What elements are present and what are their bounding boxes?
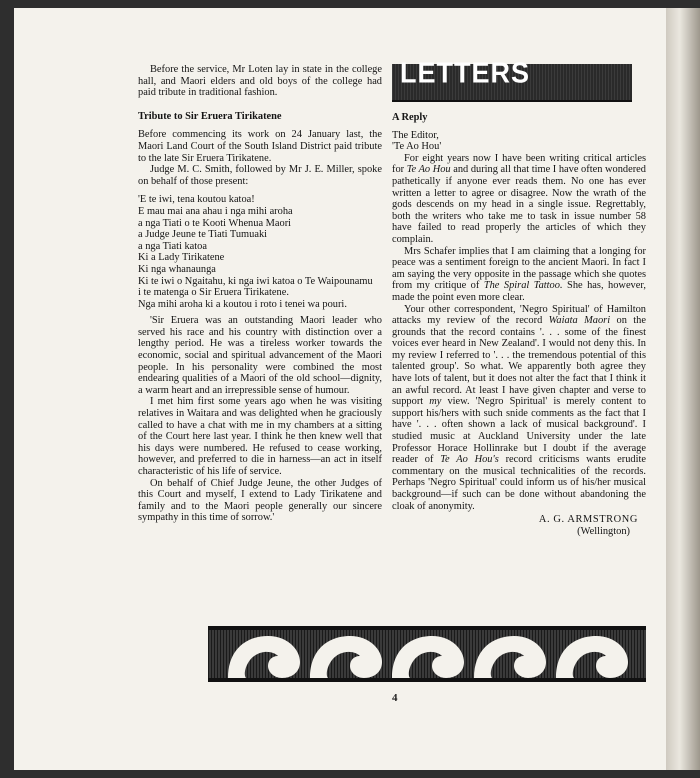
koru-ornament — [208, 626, 646, 682]
paragraph: Before commencing its work on 24 January last, the Maori Land Court of the South Island District paid tribute to the late Sir Eruera Tirikatene. — [138, 129, 382, 164]
address-line: a nga Tiati o te Kooti Whenua Maori — [138, 217, 292, 229]
left-column — [138, 64, 382, 524]
letters-banner — [392, 57, 632, 102]
page-edge — [666, 8, 700, 770]
paragraph: On behalf of Chief Judge Jeune, the other Judges of this Court and myself, I extend to Lady Tirikatene and family and to the Maori people generally our sincere sympathy in this time of sorrow.' — [138, 477, 382, 524]
letter-heading: A Reply — [392, 112, 428, 123]
address-line: Ki te iwi o Ngaitahu, ki nga iwi katoa o Te Waipounamu — [138, 275, 373, 287]
maori-address — [138, 194, 382, 310]
banner-title: LETTERS — [400, 57, 531, 89]
paragraph: Mrs Schafer implies that I am claiming that a longing for peace was a sentiment foreign to the ancient Maori. In fact I am saying the very opposite in the passage which she quotes from my critique of The Spiral Tattoo. She has, however, made the point even more clear. — [392, 245, 647, 303]
page-number: 4 — [392, 692, 398, 704]
address-line: i te matenga o Sir Eruera Tirikatene. — [138, 287, 289, 299]
paragraph: Your other correspondent, 'Negro Spiritual' of Hamilton attacks my review of the record Waiata Maori on the grounds that the record contains '. . . some of the finest voices ever heard in New Zealand'. I would not deny this. In my review I referred to '. . . the tremendous potential of this talented group'. So what. We apparently both agree they have lots of talent, but it does not alter the fact that I think it an awful record. At least I have given chapter and verse to support my view. 'Negro Spiritual' is merely content to support his/hers with such snide comments as the fact that I have '. . . often shown a lack of musical background'. I studied music at Auckland University under the late Professor Horace Hollinrake but I doubt if the average reader of Te Ao Hou's record criticisms wants erudite commentary on the musical technicalities of the records. Perhaps 'Negro Spiritual' could inform us of his/her musical background—if such can be done without abandoning the cloak of anonymity. — [392, 303, 647, 512]
signature: A. G. ARMSTRONG — [538, 514, 638, 526]
paragraph: I met him first some years ago when he was visiting relatives in Waitara and was delighted when he graciously called to have a chat with me in my chambers at a sitting of the Court here last year. I think he then knew well that his days were numbered. He refused to cease working, however, and preferred to die in harness—an act in itself characteristic of his life of service. — [138, 396, 382, 477]
address-line: a Judge Jeune te Tiati Tumuaki — [138, 229, 268, 241]
intro-paragraph: Before the service, Mr Loten lay in state in the college hall, and Maori elders and old boys of the college had paid tribute in traditional fashion. — [138, 64, 382, 99]
section-heading: Tribute to Sir Eruera Tirikatene — [138, 110, 282, 122]
paragraph: Judge M. C. Smith, followed by Mr J. E. Miller, spoke on behalf of those present: — [138, 164, 382, 187]
address-line: Ki nga whanaunga — [138, 263, 216, 275]
address-line: E mau mai ana ahau i nga mihi aroha — [138, 205, 293, 217]
address-line: Ki a Lady Tirikatene — [138, 252, 225, 264]
address-line: Nga mihi aroha ki a koutou i roto i tenei wa pouri. — [138, 298, 347, 310]
address-line: a nga Tiati katoa — [138, 240, 207, 252]
address-line: 'E te iwi, tena koutou katoa! — [138, 194, 255, 206]
paragraph: For eight years now I have been writing critical articles for Te Ao Hou and during all that time I have often wondered pathetically if anyone ever reads them. No one has ever written a letter to agree or disagree. Now the wrath of the gods descends on my head in a single issue. Regrettably, both the writers who take me to task in issue number 58 have failed to read properly the articles of which they complain. — [392, 152, 646, 245]
right-column — [392, 57, 647, 537]
salutation: The Editor, — [392, 129, 439, 141]
magazine-page — [14, 8, 666, 770]
paragraph: 'Sir Eruera was an outstanding Maori leader who served his race and his country with distinction over a lengthy period. He was a tireless worker towards the economic, social and spiritual advancement of the Maori people. In his personality were combined the most endearing qualities of a Maori of the old school—dignity, a warm heart and an irrepressible sense of humour. — [138, 315, 382, 396]
signature-location: (Wellington) — [577, 525, 630, 537]
salutation: 'Te Ao Hou' — [392, 141, 442, 153]
